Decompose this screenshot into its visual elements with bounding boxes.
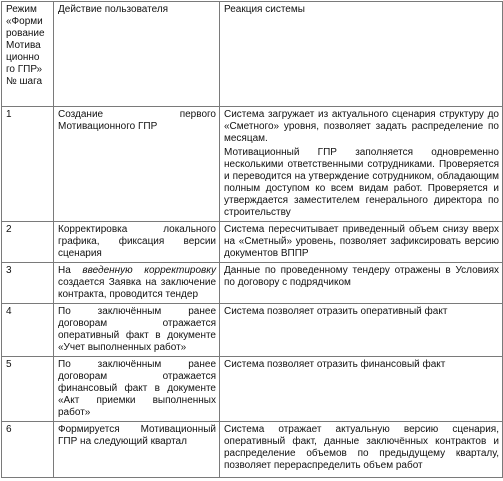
header-mode-line: «Форми — [6, 16, 43, 27]
step-number: 3 — [2, 263, 54, 304]
header-mode-line: ционно — [6, 52, 40, 63]
reaction-paragraph: Система загружает из актуального сценария структуру до «Сметного» уровня, позволяет задать распределение по месяцам. — [224, 109, 499, 144]
step-number: 5 — [2, 357, 54, 422]
user-action-cell: Корректировка локального графика, фиксация версии сценария — [54, 222, 220, 263]
step-number: 1 — [2, 107, 54, 222]
user-action-cell: По заключённым ранее договорам отражается финансовый факт в документе «Акт приемки выполненных работ» — [54, 357, 220, 422]
table-row — [2, 422, 503, 478]
table-row — [2, 357, 503, 422]
header-mode-line: № шага — [6, 76, 43, 87]
header-mode-line: Режим — [6, 4, 37, 15]
action-emphasis: введенную корректировку — [82, 265, 216, 276]
system-reaction-cell — [220, 107, 503, 222]
table-row — [2, 107, 503, 222]
step-number: 4 — [2, 304, 54, 357]
header-system-reaction: Реакция системы — [220, 2, 503, 107]
header-mode-cell — [2, 2, 54, 107]
scenario-table — [1, 1, 503, 478]
table-row — [2, 263, 503, 304]
step-number: 2 — [2, 222, 54, 263]
user-action-cell: Создание первого Мотивационного ГПР — [54, 107, 220, 222]
system-reaction-cell: Система отражает актуальную версию сценария, оперативный факт, данные заключённых контрактов и распределение объемов по предыдущему кварталу, позволяет перераспределить объем работ — [220, 422, 503, 478]
table-header-row — [2, 2, 503, 107]
header-mode-line: го ГПР» — [6, 64, 43, 75]
user-action-cell — [54, 263, 220, 304]
header-mode-line: рование — [6, 28, 45, 39]
user-action-cell: По заключённым ранее договорам отражается оперативный факт в документе «Учет выполненных работ» — [54, 304, 220, 357]
step-number: 6 — [2, 422, 54, 478]
table-row — [2, 222, 503, 263]
reaction-paragraph: Мотивационный ГПР заполняется одновременно несколькими ответственными сотрудниками. Проверяется и переводится на утверждение сотрудником, обладающим полным доступом ко всем видам работ. Проверяется и утверждается заместителем генерального директора по строительству — [224, 147, 499, 218]
action-text: создается Заявка на заключение контракта, проводится тендер — [58, 277, 216, 300]
action-text: На — [58, 265, 83, 276]
system-reaction-cell: Данные по проведенному тендеру отражены в Условиях по договору с подрядчиком — [220, 263, 503, 304]
system-reaction-cell: Система позволяет отразить финансовый факт — [220, 357, 503, 422]
header-user-action: Действие пользователя — [54, 2, 220, 107]
system-reaction-cell: Система позволяет отразить оперативный факт — [220, 304, 503, 357]
user-action-cell: Формируется Мотивационный ГПР на следующий квартал — [54, 422, 220, 478]
system-reaction-cell: Система пересчитывает приведенный объем снизу вверх на «Сметный» уровень, позволяет зафиксировать версию документов ВППР — [220, 222, 503, 263]
table-row — [2, 304, 503, 357]
header-mode-line: Мотива — [6, 40, 41, 51]
